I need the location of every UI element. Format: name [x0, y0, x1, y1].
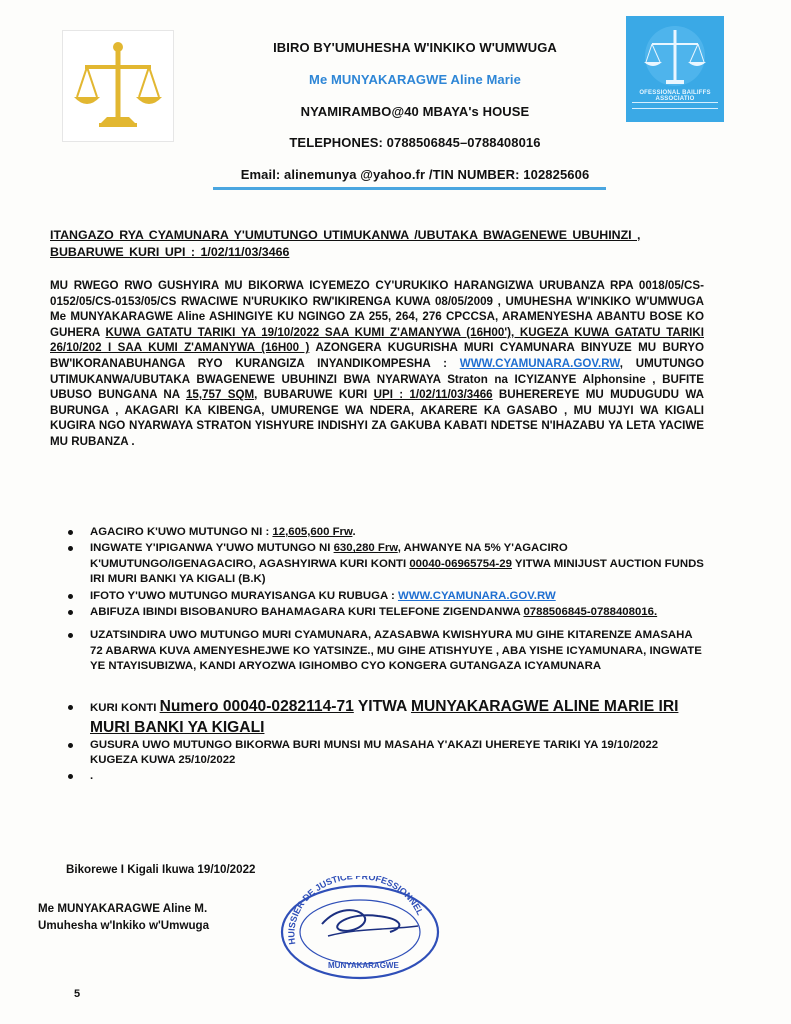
- office-address: NYAMIRAMBO@40 MBAYA's HOUSE: [300, 104, 530, 119]
- payment-account: Numero 00040-0282114-71: [159, 697, 354, 715]
- body-part-1: MU RWEGO RWO GUSHYIRA MU BIKORWA ICYEMEZO CY'URUKIKO HARANGIZWA URUBANZA RPA 0018/05/CS-0152/05/CS-0153/05/CS RWACIWE N'URUKIKO RW'IKIRENGA KUWA 08/05/2009 , UMUHESHA W'INKIKO W'UMWUGA Me MUNYAKARAGWE Aline ASHINGIYE KU NGINGO ZA 255, 264, 276 CPCCSA, ARAMENYESHA ABANTU BOSE KO GUHERA: [50, 279, 704, 339]
- signer-title: Umuhesha w'Inkiko w'Umwuga: [38, 919, 210, 932]
- association-logo: [626, 16, 724, 122]
- signer-name: Me MUNYAKARAGWE Aline M.: [38, 902, 208, 915]
- official-stamp: [268, 876, 444, 980]
- bailiff-name: Me MUNYAKARAGWE Aline Marie: [309, 72, 521, 87]
- body-part-5: BUHEREREYE MU MUDUGUDU WA BURUNGA , AKAGARI KA KIBENGA, UMURENGE WA NDERA, AKARERE KA GASABO , MU MUJYI WA KIGALI KUGIRA NGO NYARWAYA STRATON YISHYURE INDISHYI ZA GAKUBA KABATI NDETSE N'IHAZABU YA LETA YACIWE MU RUBANZA .: [50, 388, 705, 448]
- header-divider: [213, 187, 606, 190]
- bullet-icon: [68, 610, 73, 615]
- office-name: IBIRO BY'UMUHESHA W'INKIKO W'UMWUGA: [273, 40, 557, 55]
- list-item: GUSURA UWO MUTUNGO BIKORWA BURI MUNSI MU MASAHA Y'AKAZI UHEREYE TARIKI YA 19/10/2022 KUGEZA KUWA 25/10/2022: [66, 738, 706, 769]
- property-value: 12,605,600 Frw: [272, 526, 353, 538]
- page-number: 5: [74, 988, 81, 1000]
- stamp-seal-icon: [268, 876, 444, 980]
- bullet-icon: [68, 530, 73, 535]
- telephones: TELEPHONES: 0788506845–0788408016: [289, 135, 541, 150]
- conditions-list: [66, 525, 706, 786]
- list-item: UZATSINDIRA UWO MUTUNGO MURI CYAMUNARA, AZASABWA KWISHYURA MU GIHE KITARENZE AMASAHA 72 ABARWA KUVA AMENYESHEJWE KO YATSINZE., MU GIHE ATISHYUYE , ABA YISHE ICYAMUNARA, INGWATE YE NTAYISUBIZWA, KANDI ARYOZWA IGIHOMBO CYO KONGERA GUTANGAZA ICYAMUNARA: [66, 628, 706, 674]
- auction-website-link[interactable]: WWW.CYAMUNARA.GOV.RW: [459, 356, 620, 370]
- list-item: ABIFUZA IBINDI BISOBANURO BAHAMAGARA KURI TELEFONE ZIGENDANWA 0788506845-0788408016.: [66, 605, 706, 620]
- list-item: .: [66, 769, 706, 784]
- stamp-arc-text: HUISSIER DE JUSTICE ROFESSIONNEL: [286, 876, 426, 946]
- list-item: IFOTO Y'UWO MUTUNGO MURAYISANGA KU RUBUGA : WWW.CYAMUNARA.GOV.RW: [66, 589, 706, 604]
- bullet-icon: [68, 546, 73, 551]
- bullet-icon: [68, 633, 73, 638]
- property-upi: UPI : 1/02/11/03/3466: [373, 388, 493, 402]
- signature-block: [38, 900, 209, 934]
- list-item: KURI KONTI Numero 00040-0282114-71 YITWA MUNYAKARAGWE ALINE MARIE IRI MURI BANKI YA KIGALI: [66, 697, 706, 737]
- bullet-icon: [68, 743, 73, 748]
- bullet-icon: [68, 705, 73, 710]
- list-item: AGACIRO K'UWO MUTUNGO NI : 12,605,600 Frw.: [66, 525, 706, 540]
- deposit-value: 630,280 Frw: [333, 542, 398, 555]
- email-tin: Email: alinemunya @yahoo.fr /TIN NUMBER: 102825606: [240, 167, 590, 182]
- auction-dates: KUWA GATATU TARIKI YA 19/10/2022 SAA KUMI Z'AMANYWA (16H00'), KUGEZA KUWA GATATU TARIKI 26/10/202 I SAA KUMI Z'AMANYWA (16H00 ): [50, 325, 704, 355]
- body-part-3: , UMUTUNGO UTIMUKANWA/UBUTAKA BWAGENEWE UBUHINZI BWA NYARWAYA Straton na ICYIZANYE Alphonsine , BUFITE UBUSO BUNGANA NA: [50, 356, 704, 402]
- scales-icon: [63, 31, 173, 141]
- association-logo-text: OFESSIONAL BAILIFFS ASSOCIATIO: [639, 90, 711, 102]
- scales-logo: [62, 30, 174, 142]
- justice-emblem-icon: [626, 16, 724, 122]
- issue-date: Bikorewe I Kigali Ikuwa 19/10/2022: [66, 863, 256, 876]
- body-part-4: , BUBARUWE KURI: [254, 388, 374, 402]
- account-holder: MUNYAKARAGWE ALINE MARIE IRI MURI BANKI YA KIGALI: [90, 697, 679, 736]
- notice-body: [50, 278, 704, 450]
- photo-website-link[interactable]: WWW.CYAMUNARA.GOV.RW: [397, 589, 556, 602]
- contact-phones: 0788506845-0788408016.: [523, 606, 658, 619]
- notice-title: ITANGAZO RYA CYAMUNARA Y'UMUTUNGO UTIMUKANWA /UBUTAKA BWAGENEWE UBUHINZI , BUBARUWE KURI UPI : 1/02/11/03/3466: [50, 228, 641, 259]
- property-area: 15,757 SQM: [185, 388, 255, 402]
- bullet-icon: [68, 594, 73, 599]
- bullet-icon: [68, 774, 73, 779]
- body-part-2: AZONGERA KUGURISHA MURI CYAMUNARA BINYUZE MU BURYO BW'IKORANABUHANGA RYO KURANGIZA INYANDIKOMPESHA :: [50, 341, 704, 370]
- deposit-account: 00040-06965754-29: [409, 557, 512, 570]
- stamp-bottom-text: MUNYAKARAGWE: [328, 961, 399, 970]
- list-item: INGWATE Y'IPIGANWA Y'UWO MUTUNGO NI 630,280 Frw, AHWANYE NA 5% Y'AGACIRO K'UMUTUNGO/IGENAGACIRO, AGASHYIRWA KURI KONTI 00040-06965754-29 YITWA MINIJUST AUCTION FUNDS IRI MURI BANKI YA KIGALI (B.K): [66, 541, 706, 587]
